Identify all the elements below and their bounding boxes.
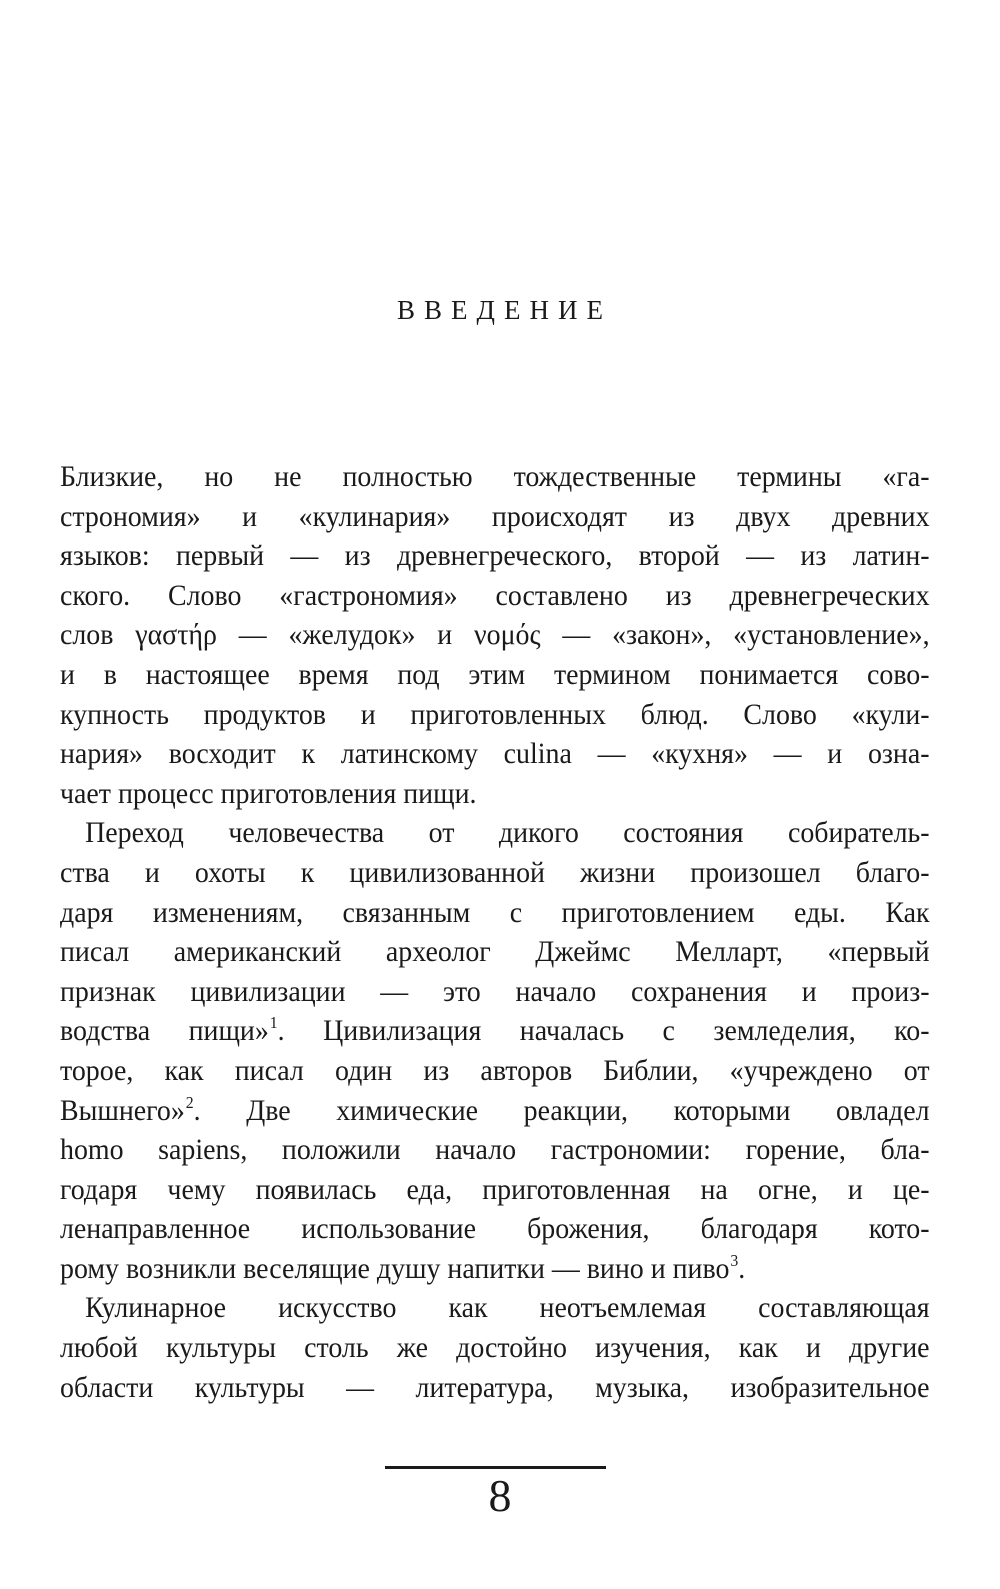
text-line: признак цивилизации — это начало сохранения и произ- xyxy=(60,974,930,1008)
text-line: Переход человечества от дикого состояния собиратель- xyxy=(85,816,930,850)
text-line-with-footnote xyxy=(60,1091,930,1131)
text-line: Кулинарное искусство как неотъемлемая составляющая xyxy=(85,1291,930,1325)
footnote-marker[interactable]: 3 xyxy=(730,1250,739,1270)
footnote-marker[interactable]: 2 xyxy=(185,1092,194,1112)
footer-rule xyxy=(385,1466,606,1469)
page-number: 8 xyxy=(488,1470,512,1521)
text-line: любой культуры столь же достойно изучения, как и другие xyxy=(60,1331,930,1365)
text-line: ского. Слово «гастрономия» составлено из древнегреческих xyxy=(60,578,930,612)
text-line-with-footnote xyxy=(60,1249,930,1289)
text-line: писал американский археолог Джеймс Мелларт, «первый xyxy=(60,935,930,969)
text-line: homo sapiens, положили начало гастрономии: горение, бла- xyxy=(60,1133,930,1167)
footnote-marker[interactable]: 1 xyxy=(269,1013,278,1033)
text-line: Близкие, но не полностью тождественные термины «га- xyxy=(60,460,930,493)
text-line: ства и охоты к цивилизованной жизни произошел благо- xyxy=(60,855,930,889)
text-line-with-footnote xyxy=(60,1011,930,1051)
text-line: слов γαστήρ — «желудок» и νομός — «закон», «установление», xyxy=(60,618,930,652)
text-fragment: . xyxy=(738,1251,746,1285)
chapter-title: ВВЕДЕНИЕ xyxy=(397,295,612,325)
text-line: чает процесс приготовления пищи. xyxy=(60,776,477,810)
body-text xyxy=(60,457,930,1407)
text-fragment: рому возникли веселящие душу напитки — вино и пиво xyxy=(60,1251,730,1285)
text-fragment: . Две химические реакции, которыми овладел xyxy=(193,1093,930,1127)
text-line: даря изменениям, связанным с приготовлением еды. Как xyxy=(60,895,930,929)
text-line: торое, как писал один из авторов Библии, «учреждено от xyxy=(60,1053,930,1087)
text-line: языков: первый — из древнегреческого, второй — из латин- xyxy=(60,539,930,573)
text-line: ленаправленное использование брожения, благодаря кото- xyxy=(60,1212,930,1246)
text-fragment: . Цивилизация началась с земледелия, ко- xyxy=(277,1014,930,1048)
text-line: строномия» и «кулинария» происходят из двух древних xyxy=(60,499,930,533)
text-fragment: Вышнего» xyxy=(60,1093,185,1127)
text-line: годаря чему появилась еда, приготовленная на огне, и це- xyxy=(60,1172,930,1206)
text-fragment: водства пищи» xyxy=(60,1014,269,1048)
text-line: области культуры — литература, музыка, изобразительное xyxy=(60,1370,930,1404)
text-line: купность продуктов и приготовленных блюд. Слово «кули- xyxy=(60,697,930,731)
text-line: нария» восходит к латинскому culina — «кухня» — и озна- xyxy=(60,737,930,771)
text-line: и в настоящее время под этим термином понимается сово- xyxy=(60,657,930,691)
